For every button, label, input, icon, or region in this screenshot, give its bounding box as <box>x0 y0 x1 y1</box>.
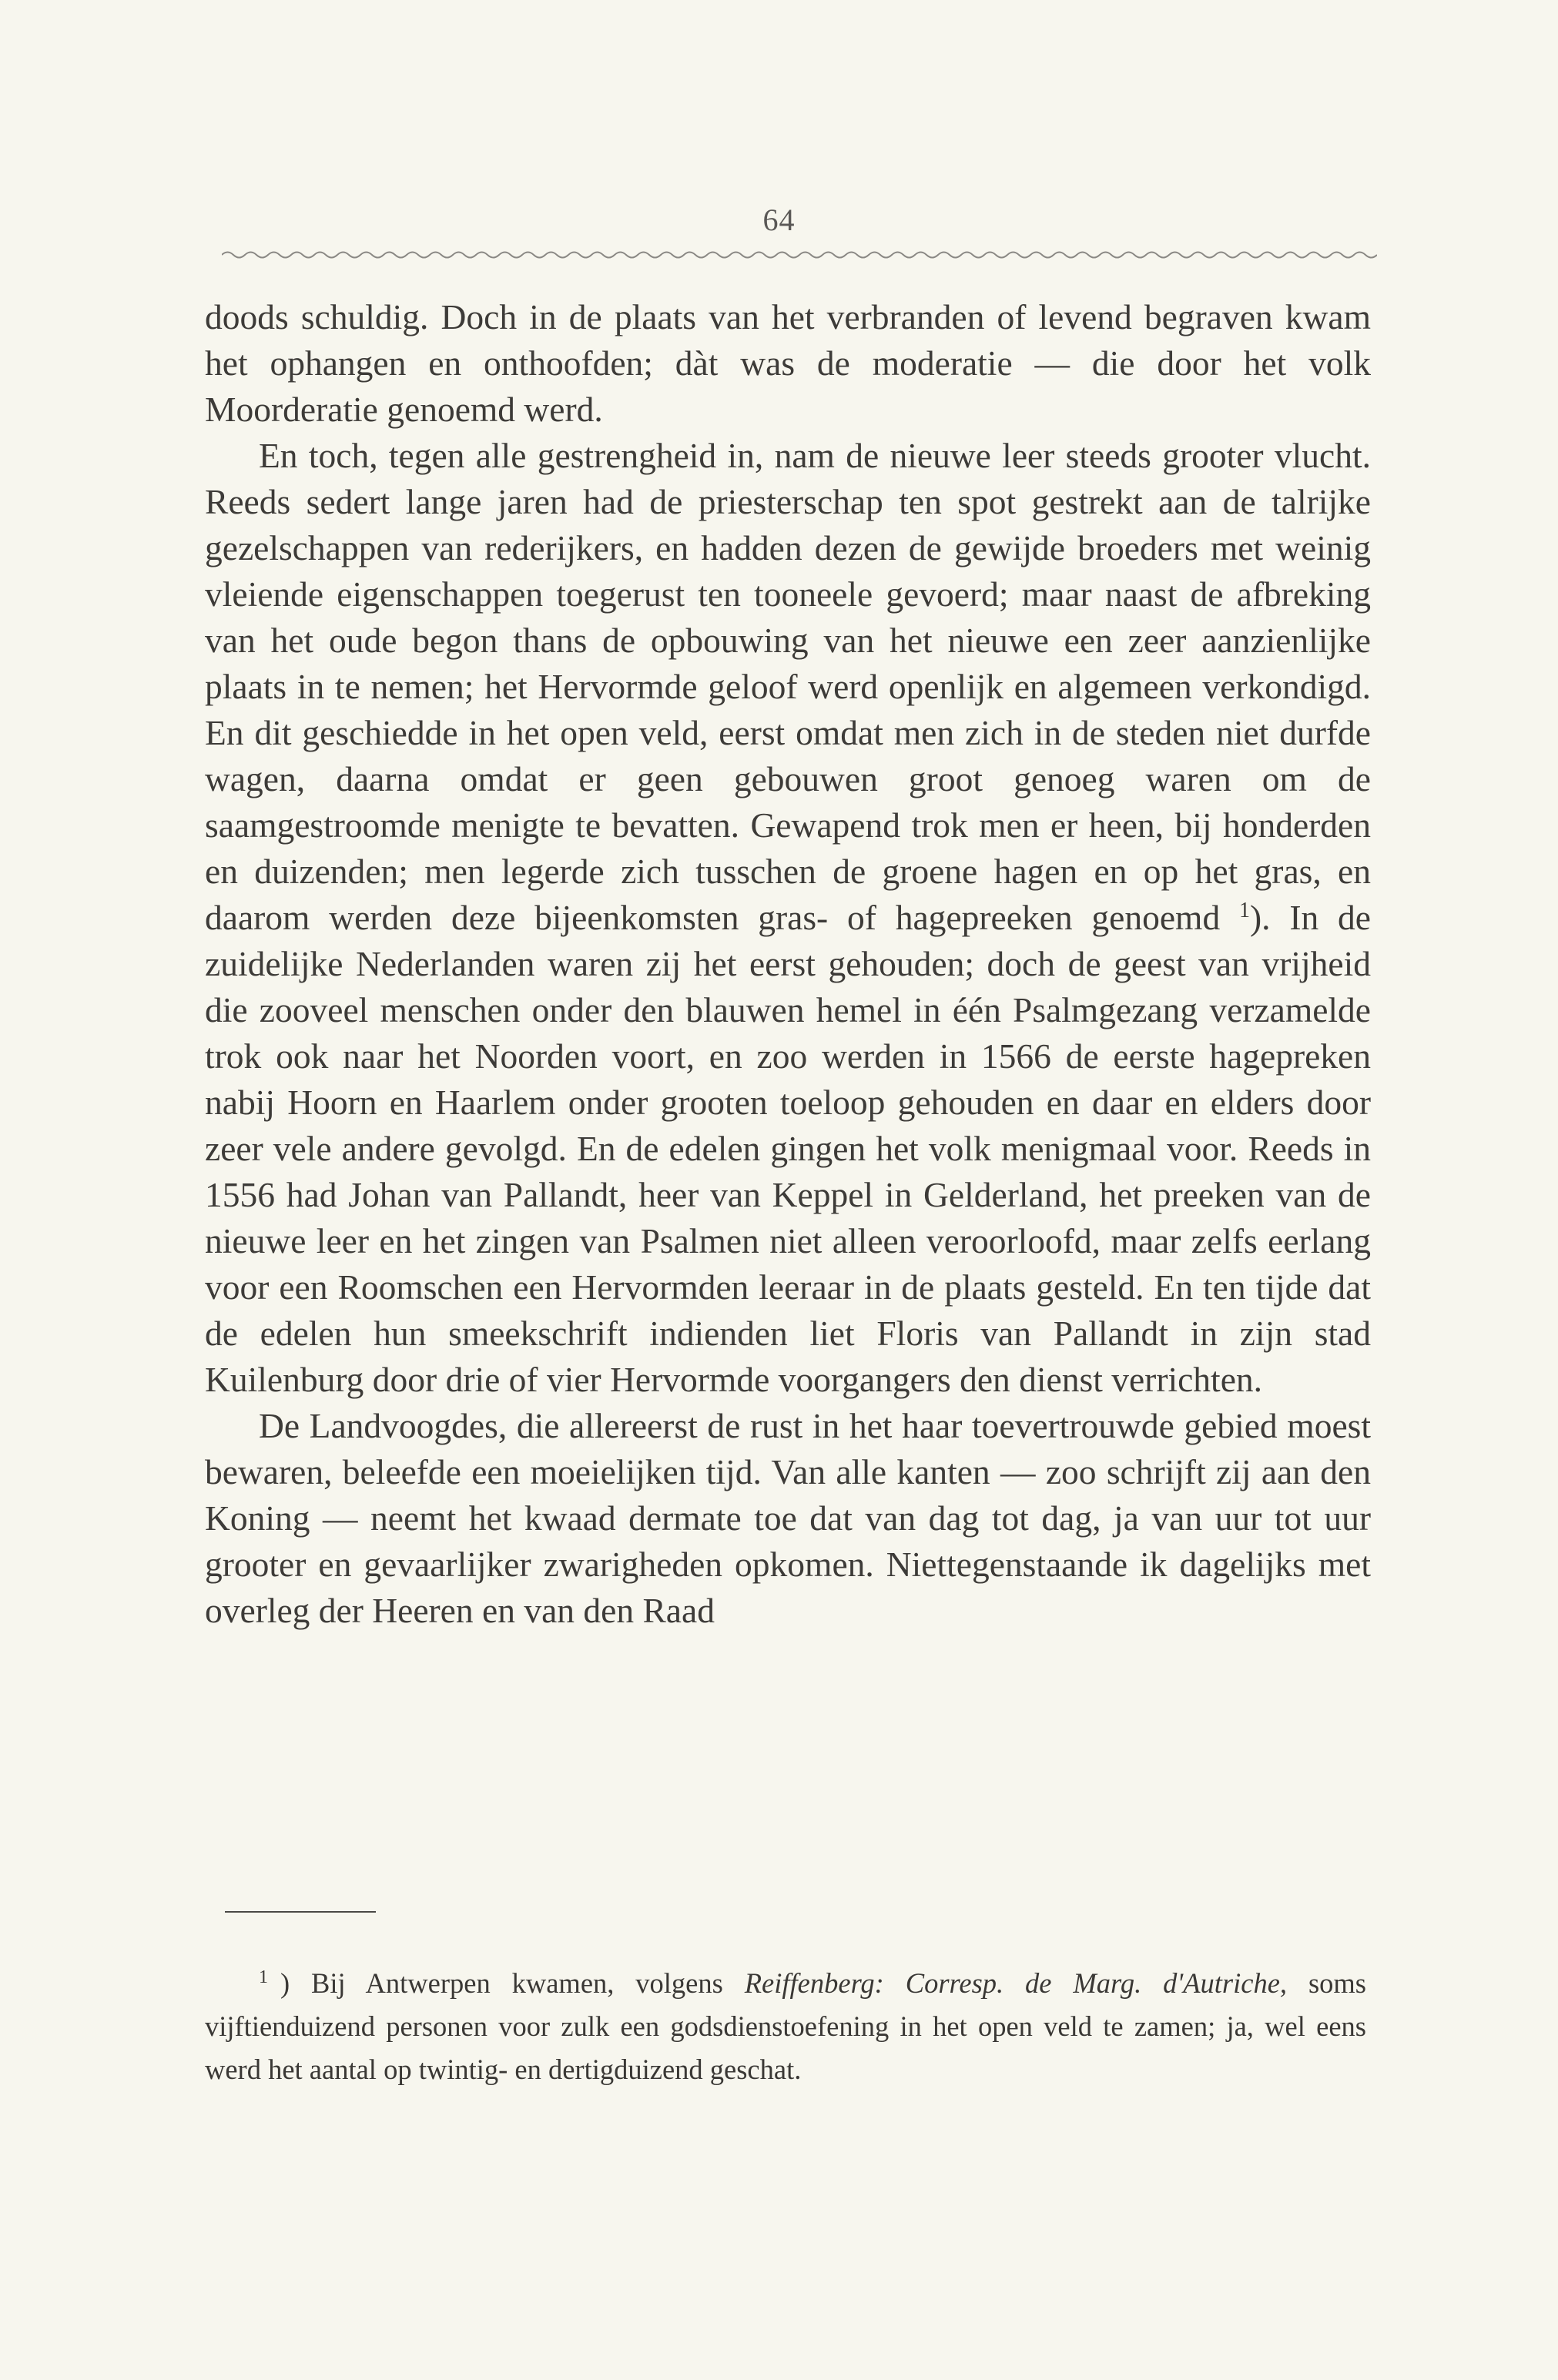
footnote-source: Reiffenberg: Corresp. de Marg. d'Autriche, <box>744 1967 1288 1999</box>
footnote-text-b: soms vijftienduizend personen voor zulk een godsdienstoefening in het open veld te zamen; ja, wel eens werd het aantal op twintig- en dertigduizend geschat. <box>205 1967 1366 2085</box>
paragraph-2-part-b: ). In de zuidelijke Nederlanden waren zij het eerst gehouden; doch de geest van vrijheid die zooveel menschen onder den blauwen hemel in één Psalmgezang verzamelde trok ook naar het Noorden voort, en zoo werden in 1566 de eerste hagepreken nabij Hoorn en Haarlem onder grooten toeloop gehouden en daar en elders door zeer vele andere gevolgd. En de edelen gingen het volk menigmaal voor. Reeds in 1556 had Johan van Pallandt, heer van Keppel in Gelderland, het preeken van de nieuwe leer en het zingen van Psalmen niet alleen veroorloofd, maar zelfs eerlang voor een Roomschen een Hervormden leeraar in de plaats gesteld. En ten tijde dat de edelen hun smeekschrift indienden liet Floris van Pallandt in zijn stad Kuilenburg door drie of vier Hervormde voorgangers den dienst verrichten. <box>205 898 1372 1399</box>
paragraph-3: De Landvoogdes, die allereerst de rust in het haar toevertrouwde gebied moest bewaren, beleefde een moeielijken tijd. Van alle kanten — zoo schrijft zij aan den Koning — neemt het kwaad dermate toe dat van dag tot dag, ja van uur tot uur grooter en gevaarlijker zwarigheden opkomen. Niettegenstaande ik dagelijks met overleg der Heeren en van den Raad <box>205 1406 1371 1630</box>
wavy-rule-ornament <box>222 248 1377 262</box>
footnote-text-a: ) Bij Antwerpen kwamen, volgens <box>280 1967 745 1999</box>
footnote-mark: 1 <box>259 1967 268 1987</box>
footnote-divider <box>225 1911 376 1913</box>
page-number: 64 <box>762 203 796 237</box>
footnote-reference: 1 <box>1239 898 1251 922</box>
paragraph-2 <box>205 433 1371 1403</box>
paragraph-2-part-a: En toch, tegen alle gestrengheid in, nam de nieuwe leer steeds grooter vlucht. Reeds sedert lange jaren had de priesterschap ten spot gestrekt aan de talrijke gezelschappen van rederijkers, en hadden dezen de gewijde broeders met weinig vleiende eigenschappen toegerust ten tooneele gevoerd; maar naast de afbreking van het oude begon thans de opbouwing van het nieuwe een zeer aanzienlijke plaats in te nemen; het Hervormde geloof werd openlijk en algemeen verkondigd. En dit geschiedde in het open veld, eerst omdat men zich in de steden niet durfde wagen, daarna omdat er geen gebouwen groot genoeg waren om de saamgestroomde menigte te bevatten. Gewapend trok men er heen, bij honderden en duizenden; men legerde zich tusschen de groene hagen en op het gras, en daarom werden deze bijeenkomsten gras- of hagepreeken genoemd <box>205 436 1371 937</box>
footnote <box>205 1962 1366 2091</box>
paragraph-1: doods schuldig. Doch in de plaats van het verbranden of levend begraven kwam het ophangen en onthoofden; dàt was de moderatie — die door het volk Moorderatie genoemd werd. <box>205 297 1371 429</box>
main-text <box>205 294 1371 1634</box>
